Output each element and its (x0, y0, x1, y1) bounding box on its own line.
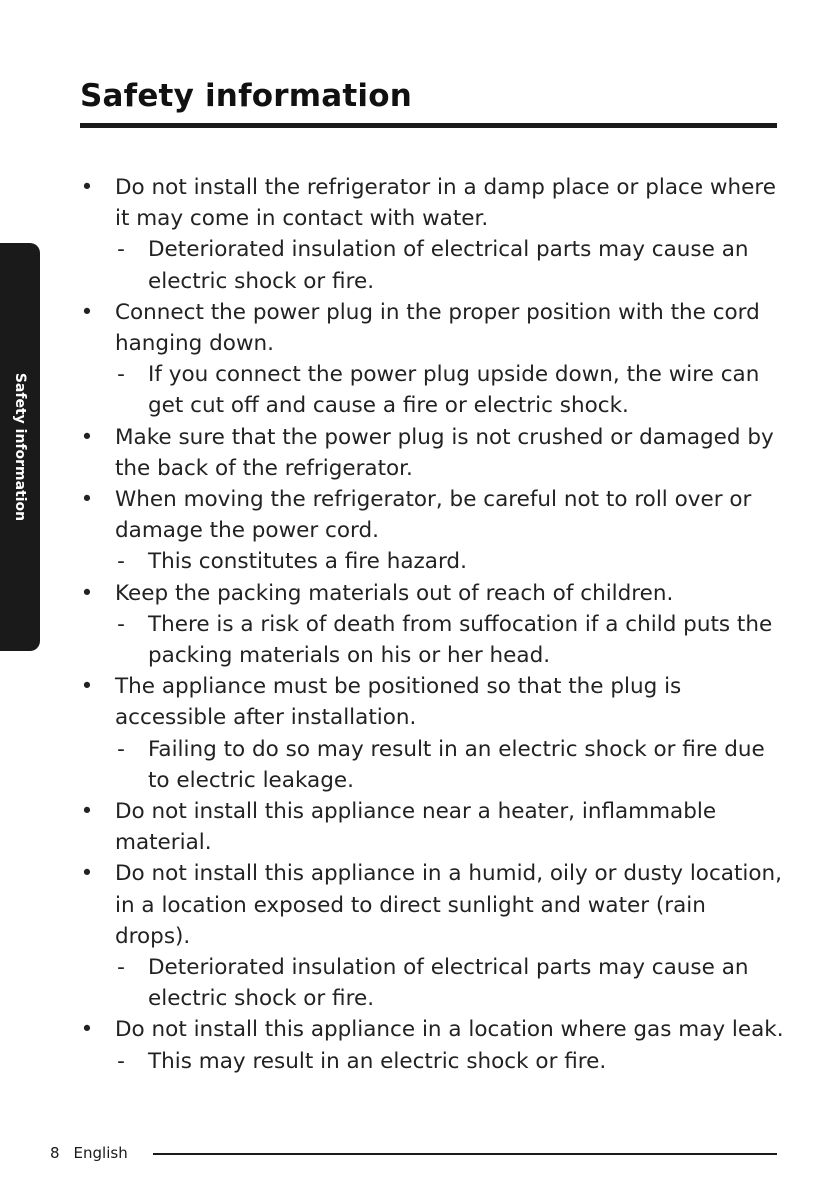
dash-icon: - (117, 362, 125, 388)
list-item-text: Do not install this appliance near a heater, inflammable material. (115, 799, 717, 856)
sub-item-text: Failing to do so may result in an electric shock or fire due to electric leakage. (148, 736, 765, 793)
list-item-text: Make sure that the power plug is not crushed or damaged by the back of the refrigerator. (115, 424, 774, 481)
bullet-icon: • (80, 424, 94, 450)
bullet-icon: • (80, 1017, 94, 1043)
page-title: Safety information (80, 78, 412, 114)
sub-item (80, 952, 785, 1014)
sub-item (80, 609, 785, 671)
title-divider (80, 123, 777, 128)
list-item (80, 422, 785, 484)
list-item-text: When moving the refrigerator, be careful not to roll over or damage the power cord. (115, 487, 752, 544)
bullet-icon: • (80, 175, 94, 200)
dash-icon: - (117, 237, 125, 263)
sub-item-text: This may result in an electric shock or fire. (148, 1048, 607, 1074)
bullet-icon: • (80, 299, 94, 325)
sub-item-text: There is a risk of death from suffocation if a child puts the packing materials on his or her head. (148, 611, 773, 669)
sub-item (80, 234, 785, 296)
dash-icon: - (117, 549, 125, 575)
sub-item (80, 1046, 785, 1077)
bullet-icon: • (80, 674, 94, 700)
dash-icon: - (117, 1048, 125, 1074)
footer-language: English (73, 1144, 128, 1162)
list-item (80, 484, 785, 546)
sub-item-text: Deteriorated insulation of electrical parts may cause an electric shock or fire. (148, 237, 749, 294)
list-item-text: The appliance must be positioned so that the plug is accessible after installation. (115, 674, 682, 731)
list-item (80, 858, 785, 952)
dash-icon: - (117, 955, 125, 981)
page-footer (50, 1140, 128, 1166)
sub-item-text: This constitutes a fire hazard. (148, 549, 467, 575)
list-item-text: Keep the packing materials out of reach of children. (115, 580, 674, 606)
bullet-icon: • (80, 487, 94, 513)
page-number: 8 (50, 1144, 60, 1162)
list-item (80, 172, 785, 234)
sub-item-text: If you connect the power plug upside down, the wire can get cut off and cause a fire or electric shock. (148, 362, 760, 419)
list-item (80, 671, 785, 733)
list-item-text: Do not install the refrigerator in a damp place or place where it may come in contact with water. (115, 175, 776, 232)
sub-item (80, 546, 785, 577)
safety-list (80, 172, 785, 1077)
list-item-text: Connect the power plug in the proper position with the cord hanging down. (115, 299, 760, 357)
sub-item-text: Deteriorated insulation of electrical parts may cause an electric shock or fire. (148, 955, 749, 1012)
list-item (80, 796, 785, 858)
footer-divider (153, 1153, 777, 1155)
list-item-text: Do not install this appliance in a humid, oily or dusty location, in a location exposed to direct sunlight and water (rain drops). (115, 861, 782, 949)
bullet-icon: • (80, 799, 94, 825)
dash-icon: - (117, 736, 125, 762)
bullet-icon: • (80, 861, 94, 887)
list-item (80, 1014, 785, 1045)
sub-item (80, 734, 785, 796)
list-item (80, 297, 785, 359)
list-item-text: Do not install this appliance in a location where gas may leak. (115, 1017, 784, 1043)
side-tab-label: Safety information (12, 372, 28, 522)
dash-icon: - (117, 611, 125, 637)
bullet-icon: • (80, 580, 94, 606)
sub-item (80, 359, 785, 421)
list-item (80, 578, 785, 609)
